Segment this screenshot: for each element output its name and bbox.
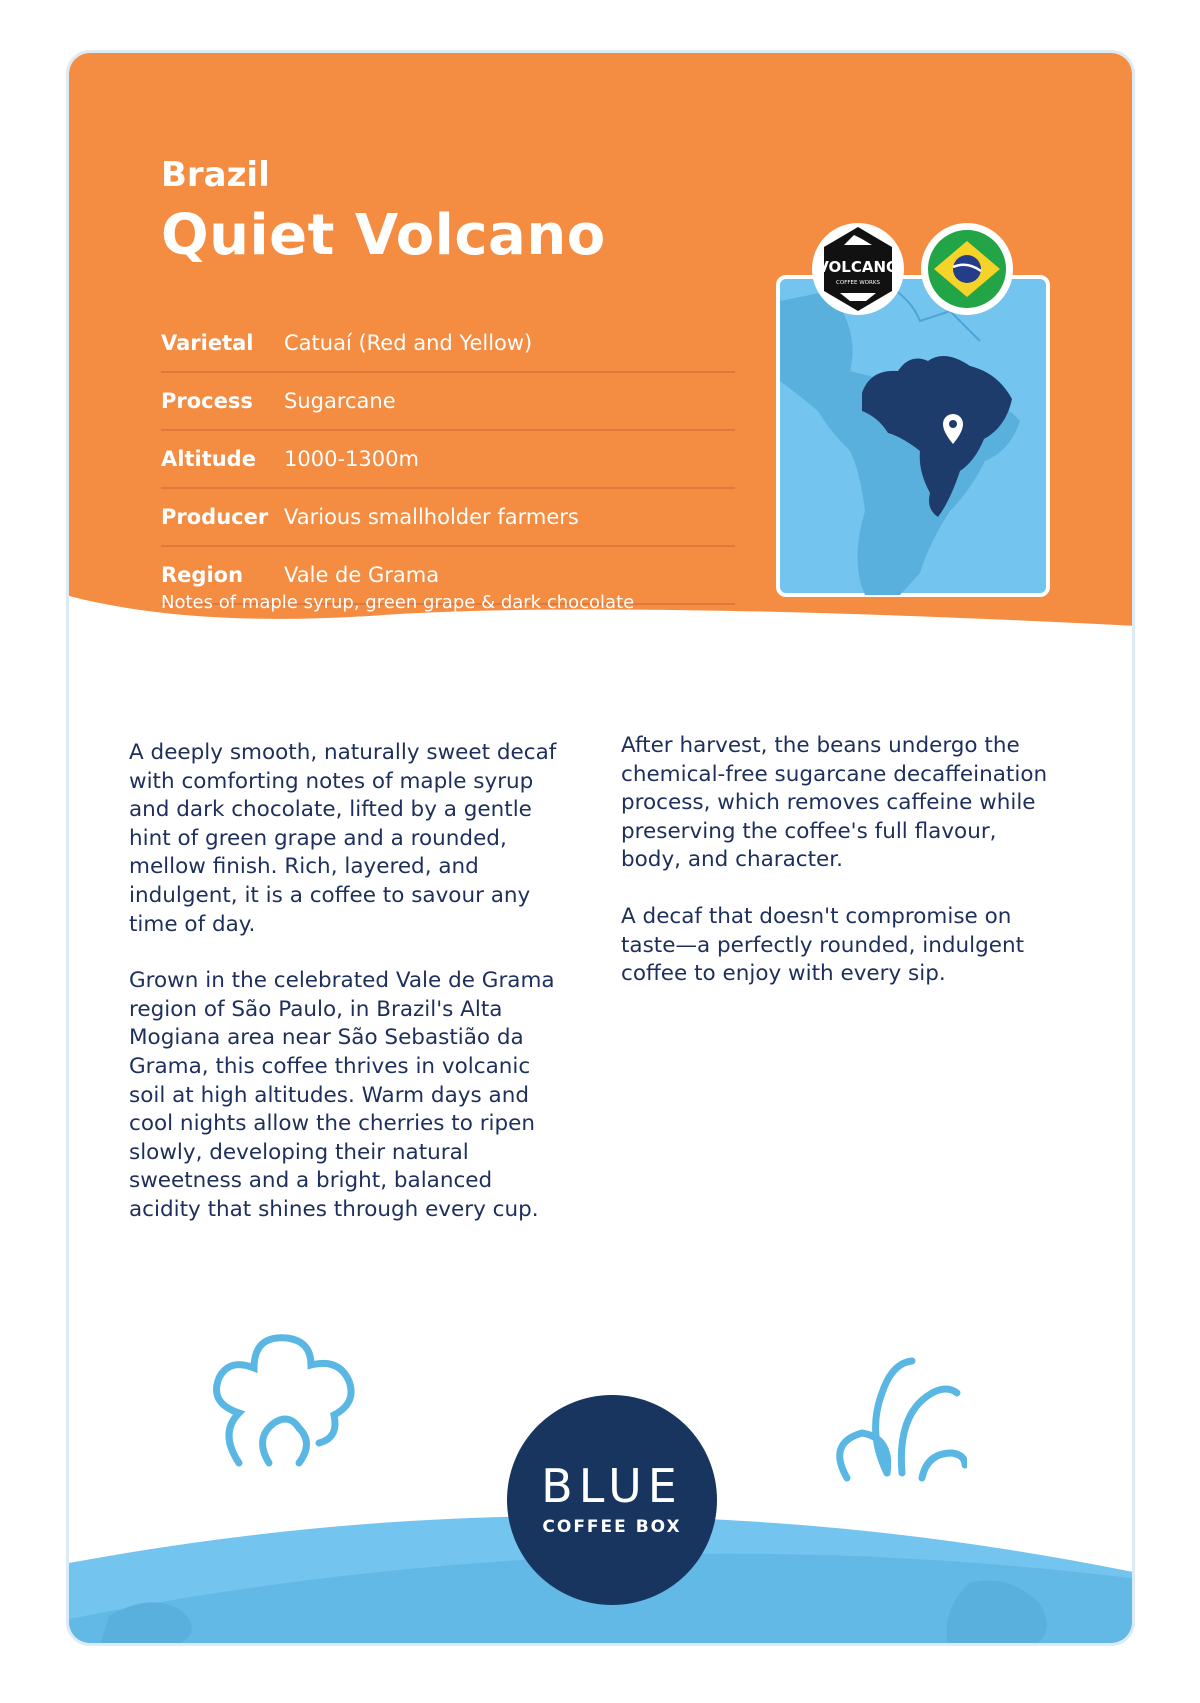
spec-label: Region [161,563,244,587]
spec-label: Process [161,389,253,413]
description-paragraph: A decaf that doesn't compromise on taste—a perfectly rounded, indulgent coffee to enjoy with every sip. [621,903,1025,987]
description-paragraph: A deeply smooth, naturally sweet decaf with comforting notes of maple syrup and dark chocolate, lifted by a gentle hint of green grape and a rounded, mellow finish. Rich, layered, and indulgent, it is a coffee to savour any time of day. [129,740,557,937]
tasting-notes: Notes of maple syrup, green grape & dark chocolate [161,592,635,613]
coffee-title: Quiet Volcano [161,203,606,268]
spec-label: Producer [161,505,269,529]
volcano-badge-text: VOLCANO [817,258,899,276]
product-card [66,50,1135,1646]
description-left [129,739,569,1253]
spec-value: Catuaí (Red and Yellow) [284,331,533,355]
brand-name: BLUE [541,1459,683,1513]
spec-row-varietal [161,315,735,373]
spec-label: Varietal [161,331,254,355]
spec-row-process [161,373,735,431]
steam-icon [827,1353,967,1483]
brand-logo [507,1395,717,1605]
spec-row-altitude [161,431,735,489]
spec-table [161,315,735,605]
description-paragraph: Grown in the celebrated Vale de Grama region of São Paulo, in Brazil's Alta Mogiana area near São Sebastião da Grama, this coffee thrives in volcanic soil at high altitudes. Warm days and cool nights allow the cherries to ripen slowly, developing their natural sweetness and a bright, balanced acidity that shines through every cup. [129,968,555,1222]
origin-map [770,181,1070,605]
steam-cloud-icon [199,1323,359,1473]
description-paragraph: After harvest, the beans undergo the chemical-free sugarcane decaffeination process, which removes caffeine while preserving the coffee's full flavour, body, and character. [621,733,1048,873]
description-right [621,732,1061,1017]
south-america-map-icon [770,181,1070,601]
origin-country: Brazil [161,155,270,195]
volcano-badge-sub: COFFEE WORKS [836,280,880,286]
spec-label: Altitude [161,447,256,471]
brazil-flag-icon [921,223,1013,315]
volcano-badge-icon [812,223,904,315]
spec-row-producer [161,489,735,547]
spec-value: Various smallholder farmers [284,505,579,529]
spec-value: 1000-1300m [284,447,419,471]
brand-subtitle: COFFEE BOX [542,1517,682,1537]
spec-value: Vale de Grama [284,563,440,587]
spec-value: Sugarcane [284,389,396,413]
